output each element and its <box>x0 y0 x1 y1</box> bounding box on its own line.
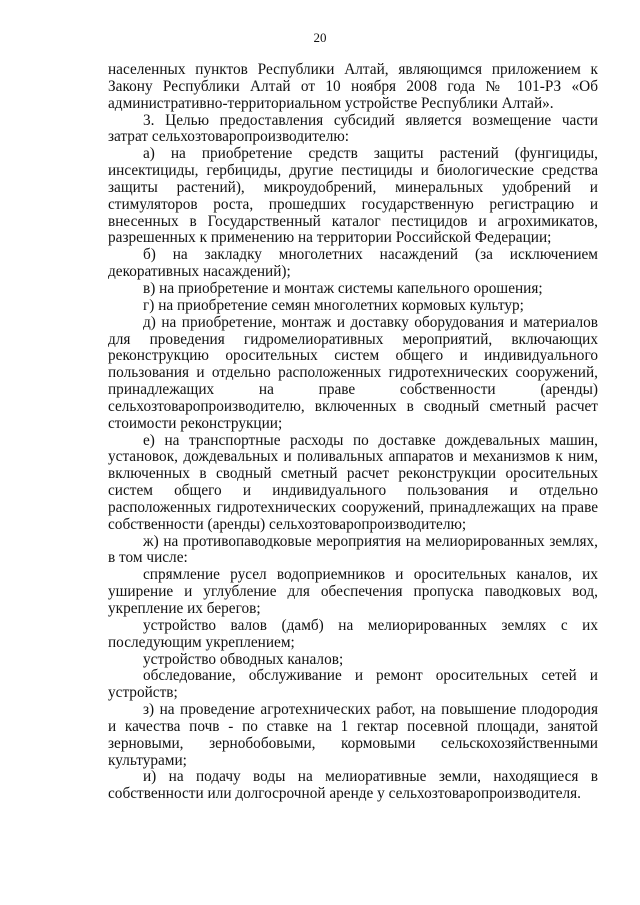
paragraph: б) на закладку многолетних насаждений (за исключением декоративных насаждений); <box>108 246 598 281</box>
paragraph: устройство валов (дамб) на мелиорированных землях с их последующим укреплением; <box>108 616 598 651</box>
paragraph: обследование, обслуживание и ремонт оросительных сетей и устройств; <box>108 667 598 702</box>
paragraph: з) на проведение агротехнических работ, на повышение плодородия и качества почв - по ставке на 1 гектар посевной площади, занятой зерновыми, зернобобовыми, кормовыми сельскохозяйственными культурами; <box>108 701 598 769</box>
page-number: 20 <box>313 30 327 45</box>
paragraph: устройство обводных каналов; <box>143 650 344 668</box>
paragraph: и) на подачу воды на мелиоративные земли, находящиеся в собственности или долгосрочной аренде у сельхозтоваропроизводителя. <box>108 768 598 803</box>
paragraph: е) на транспортные расходы по доставке дождевальных машин, установок, дождевальных и поливальных аппаратов и механизмов к ним, включенных в сводный сметный расчет реконструкции оросительных систем общего и индивидуального пользования и отдельно расположенных гидротехнических сооружений, принадлежащих на праве собственности (аренды) сельхозтоваропроизводителю; <box>108 431 598 533</box>
paragraph: в) на приобретение и монтаж системы капельного орошения; <box>143 279 543 297</box>
paragraph: населенных пунктов Республики Алтай, являющимся приложением к Закону Республики Алтай от 10 ноября 2008 года № 101-РЗ «Об административно-территориальном устройстве Республики Алтай». <box>108 61 598 112</box>
paragraph: спрямление русел водоприемников и оросительных каналов, их уширение и углубление для обеспечения пропуска паводковых вод, укрепление их берегов; <box>108 566 598 617</box>
paragraph: а) на приобретение средств защиты растений (фунгициды, инсектициды, гербициды, другие пестициды и биологические средства защиты растений), микроудобрений, минеральных удобрений и стимуляторов роста, прошедших государственную регистрацию и внесенных в Государственный каталог пестицидов и агрохимикатов, разрешенных к применению на территории Российской Федерации; <box>108 145 598 247</box>
paragraph: 3. Целью предоставления субсидий является возмещение части затрат сельхозтоваропроизводителю: <box>108 111 598 146</box>
paragraph: д) на приобретение, монтаж и доставку оборудования и материалов для проведения гидромелиоративных мероприятий, включающих реконструкцию оросительных систем общего и индивидуального пользования и отдельно расположенных гидротехнических сооружений, принадлежащих на праве собственности (аренды) сельхозтоваропроизводителю, включенных в сводный сметный расчет стоимости реконструкции; <box>108 313 598 432</box>
paragraph: г) на приобретение семян многолетних кормовых культур; <box>143 296 524 314</box>
document-body <box>108 62 598 803</box>
paragraph: ж) на противопаводковые мероприятия на мелиорированных землях, в том числе: <box>108 532 598 567</box>
